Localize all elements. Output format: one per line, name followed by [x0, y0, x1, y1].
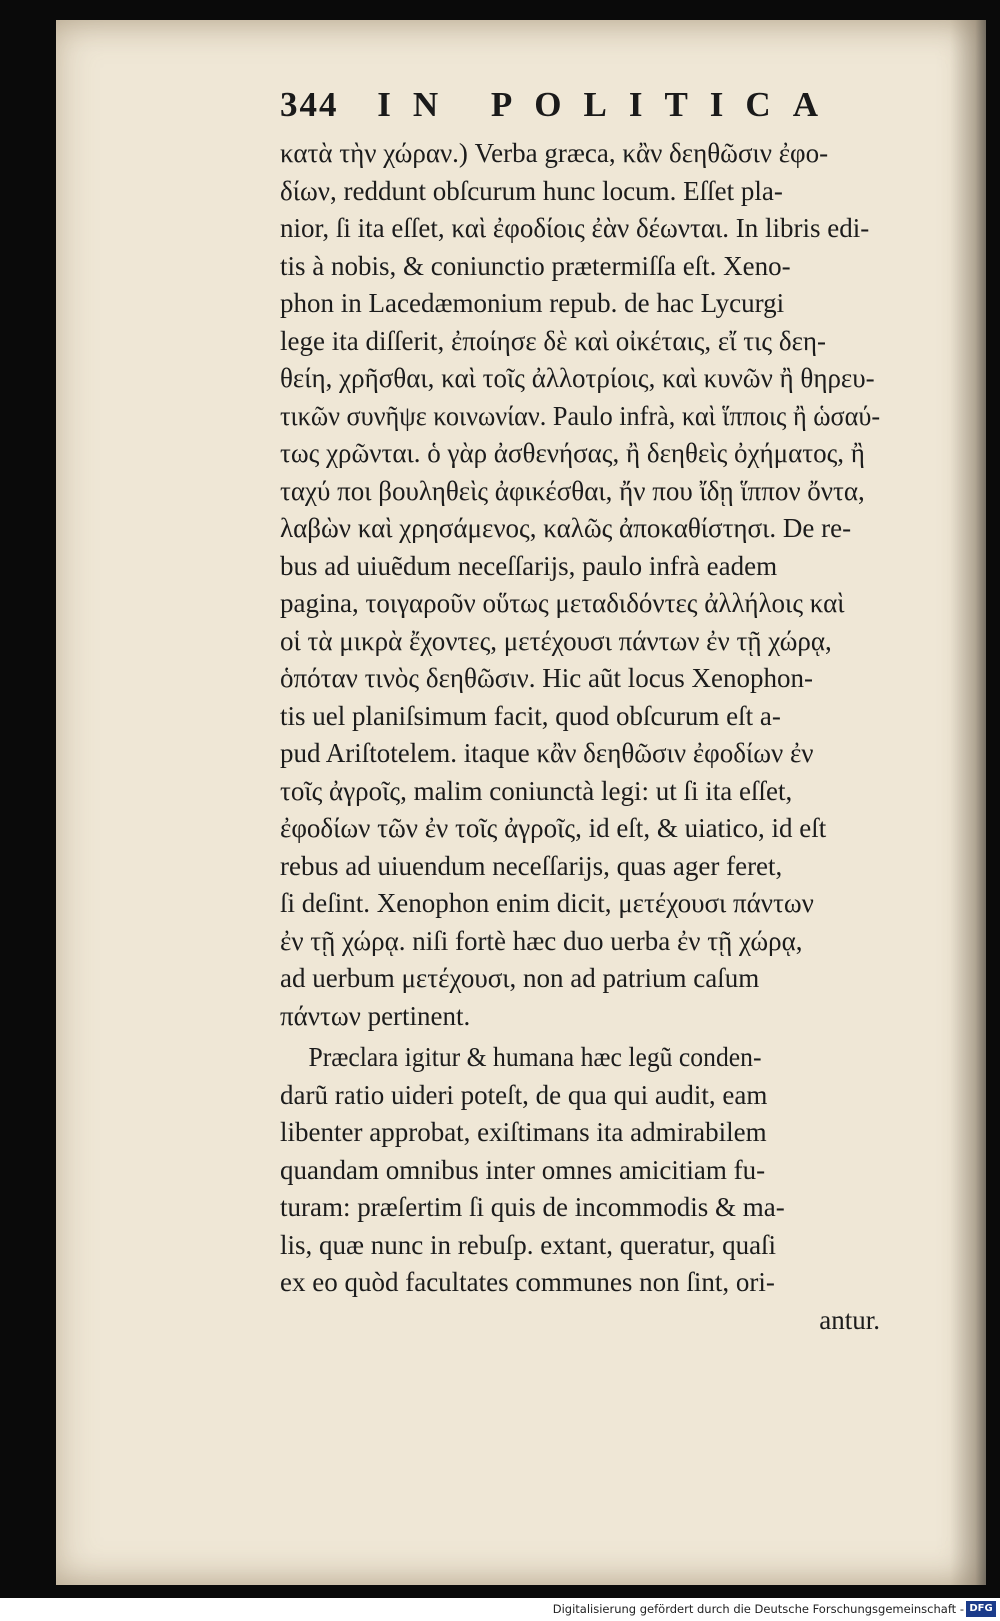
text-line: ex eo quòd facultates communes non ſint, ori-	[280, 1267, 775, 1297]
body-text	[280, 135, 880, 1339]
text-line: nior, ſi ita eſſet, καὶ ἐφοδίοις ἐὰν δέωνται. In libris edi-	[280, 213, 870, 243]
text-line: τοῖς ἀγροῖς, malim coniunctà legi: ut ſi ita eſſet,	[280, 775, 793, 806]
text-line: libenter approbat, exiſtimans ita admirabilem	[280, 1117, 767, 1147]
text-line: τως χρῶνται. ὁ γὰρ ἀσθενήσας, ἢ δεηθεὶς ὀχήματος, ἢ	[280, 438, 865, 468]
dfg-logo: DFG	[966, 1601, 996, 1617]
text-line: antur.	[819, 1304, 880, 1335]
text-line: quandam omnibus inter omnes amicitiam fu-	[280, 1154, 766, 1185]
text-line: ἐν τῇ χώρᾳ. niſi fortè hæc duo uerba ἐν τῇ χώρᾳ,	[280, 925, 803, 956]
text-line: pud Ariſtotelem. itaque κἂν δεηθῶσιν ἐφοδίων ἐν	[280, 738, 814, 768]
funding-notice: Digitalisierung gefördert durch die Deutsche Forschungsgemeinschaft -	[552, 1602, 964, 1616]
text-line: δίων, reddunt obſcurum hunc locum. Eſſet pla-	[280, 175, 783, 206]
text-line: lege ita diſſerit, ἐποίησε δὲ καὶ οἰκέταις, εἴ τις δεη-	[280, 325, 827, 356]
running-title: IN POLITICA	[377, 85, 840, 124]
text-line: ſi deſint. Xenophon enim dicit, μετέχουσι πάντων	[280, 888, 814, 918]
page-number: 344	[280, 85, 339, 124]
page-edge-shadow	[950, 20, 986, 1585]
text-line: tis à nobis, & coniunctio prætermiſſa eſt. Xeno-	[280, 250, 791, 281]
text-line: bus ad uiuẽdum neceſſarijs, paulo infrà eadem	[280, 550, 778, 581]
text-line: πάντων pertinent.	[280, 1000, 471, 1031]
paragraph-1	[280, 135, 880, 1035]
running-header	[280, 85, 840, 135]
text-line: ἐφοδίων τῶν ἐν τοῖς ἀγροῖς, id eſt, & uiatico, id eſt	[280, 813, 827, 843]
text-line: phon in Lacedæmonium repub. de hac Lycurgi	[280, 288, 785, 318]
text-line: ad uerbum μετέχουσι, non ad patrium caſum	[280, 963, 760, 993]
text-line: darũ ratio uideri poteſt, de qua qui audit, eam	[280, 1079, 768, 1110]
text-line: κατὰ τὴν χώραν.) Verba græca, κἂν δεηθῶσιν ἐφο-	[280, 138, 829, 168]
footer-bar	[0, 1598, 1000, 1621]
text-line: ὁπόταν τινὸς δεηθῶσιν. Hic aũt locus Xenophon-	[280, 663, 813, 693]
text-line: λαβὼν καὶ χρησάμενος, καλῶς ἀποκαθίστησι. De re-	[280, 513, 852, 543]
text-line: Præclara igitur & humana hæc legũ conden-	[308, 1042, 762, 1072]
text-line: τικῶν συνῆψε κοινωνίαν. Paulo infrà, καὶ ἵπποις ἢ ὡσαύ-	[280, 400, 881, 431]
text-line: turam: præſertim ſi quis de incommodis & ma-	[280, 1192, 785, 1222]
text-line: θείη, χρῆσθαι, καὶ τοῖς ἀλλοτρίοις, καὶ κυνῶν ἢ θηρευ-	[280, 363, 875, 393]
text-line: tis uel planiſsimum facit, quod obſcurum eſt a-	[280, 700, 781, 731]
paragraph-2	[280, 1039, 880, 1339]
text-line: οἱ τὰ μικρὰ ἔχοντες, μετέχουσι πάντων ἐν τῇ χώρᾳ,	[280, 625, 832, 656]
text-line: ταχύ ποι βουληθεὶς ἀφικέσθαι, ἤν που ἴδῃ ἵππον ὄντα,	[280, 475, 865, 506]
text-line: lis, quæ nunc in rebuſp. extant, queratur, quaſi	[280, 1229, 777, 1260]
text-line: rebus ad uiuendum neceſſarijs, quas ager feret,	[280, 850, 783, 881]
text-line: pagina, τοιγαροῦν οὕτως μεταδιδόντες ἀλλήλοις καὶ	[280, 588, 845, 618]
